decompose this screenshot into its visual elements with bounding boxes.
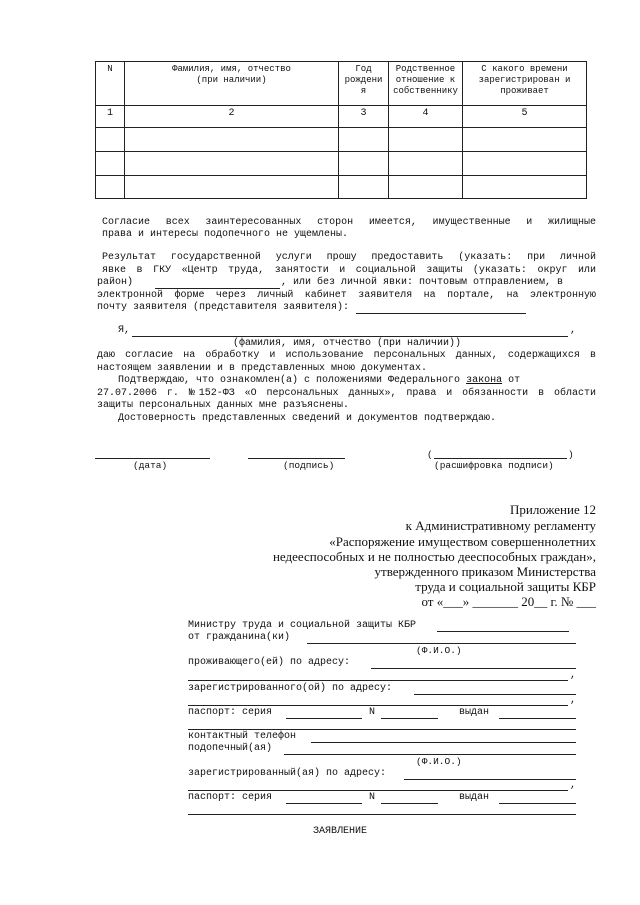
ward-passport-issued-line[interactable] bbox=[499, 803, 576, 804]
registered-field-line[interactable] bbox=[414, 694, 576, 695]
decode-field-line[interactable] bbox=[434, 458, 567, 459]
living-field-line-2[interactable] bbox=[188, 680, 568, 681]
pd-line-5: защиты персональных данных мне разъяснены. bbox=[97, 400, 350, 411]
appendix-line-5: утвержденного приказом Министерства bbox=[374, 564, 596, 579]
fio-caption-1: (Ф.И.О.) bbox=[416, 645, 462, 656]
passport-label: паспорт: серия bbox=[188, 707, 273, 718]
ward-field-line[interactable] bbox=[284, 754, 576, 755]
consent-line-1: Согласие всех заинтересованных сторон имеется, имущественные и жилищные bbox=[102, 217, 596, 228]
decode-close-paren: ) bbox=[568, 449, 574, 460]
result-line-3a: район) bbox=[97, 277, 134, 288]
pd-line-4: 27.07.2006 г. №152-ФЗ «О персональных данных», права и обязанности в области bbox=[97, 387, 596, 399]
living-label: проживающего(ей) по адресу: bbox=[188, 657, 351, 668]
phone-label: контактный телефон bbox=[188, 731, 297, 742]
registered-comma: , bbox=[570, 695, 577, 706]
ward-registered-field-line[interactable] bbox=[404, 779, 576, 780]
pd-line-1: даю согласие на обработку и использование персональных данных, содержащихся в bbox=[97, 350, 596, 361]
header-birth-year: Год рождени я bbox=[339, 62, 389, 106]
header-since: С какого времени зарегистрирован и проживает bbox=[463, 62, 587, 106]
fio-caption-2: (Ф.И.О.) bbox=[416, 756, 462, 767]
ya-comma: , bbox=[570, 325, 577, 336]
appendix-line-2: к Административному регламенту bbox=[405, 518, 596, 533]
result-line-2: явке в ГКУ «Центр труда, занятости и социальной защиты (указать: округ или bbox=[102, 264, 596, 276]
ward-passport-number-line[interactable] bbox=[381, 803, 438, 804]
living-field-line[interactable] bbox=[371, 668, 576, 669]
table-row bbox=[96, 176, 587, 199]
col-number-1: 1 bbox=[96, 106, 125, 128]
ward-registered-comma: , bbox=[570, 780, 577, 791]
appendix-line-4: недееспособных и не полностью дееспособных граждан», bbox=[272, 549, 596, 564]
passport-issued-label: выдан bbox=[459, 707, 490, 718]
header-relation: Родственное отношение к собственнику bbox=[389, 62, 463, 106]
result-line-4: электронной форме через личный кабинет заявителя на портале, на электронную bbox=[97, 289, 596, 301]
registered-label: зарегистрированного(ой) по адресу: bbox=[188, 683, 393, 694]
date-caption: (дата) bbox=[133, 460, 168, 471]
from-field-line[interactable] bbox=[307, 643, 576, 644]
residents-table bbox=[95, 61, 587, 199]
table-row bbox=[96, 128, 587, 152]
federal-law-link[interactable]: закона bbox=[466, 375, 503, 386]
passport-issued-line[interactable] bbox=[499, 718, 576, 719]
applicant-fio-line[interactable] bbox=[132, 336, 568, 337]
pd-line-3: Подтверждаю, что ознакомлен(а) с положениями Федерального закона от bbox=[118, 375, 521, 386]
document-title: ЗАЯВЛЕНИЕ bbox=[313, 826, 368, 837]
table-header-row bbox=[96, 62, 587, 106]
ward-passport-issued-line-2[interactable] bbox=[188, 814, 576, 815]
passport-issued-line-2[interactable] bbox=[188, 729, 576, 730]
email-field-line[interactable] bbox=[356, 313, 526, 314]
ward-label: подопечный(ая) bbox=[188, 743, 273, 754]
appendix-line-1: Приложение 12 bbox=[509, 502, 596, 517]
decode-open-paren: ( bbox=[427, 449, 433, 460]
date-field-line[interactable] bbox=[95, 458, 210, 459]
appendix-line-7: от «___» _______ 20__ г. № ___ bbox=[421, 594, 596, 609]
signature-caption: (подпись) bbox=[283, 460, 335, 471]
header-n: N bbox=[96, 62, 125, 106]
minister-field-line[interactable] bbox=[437, 631, 569, 632]
consent-line-2: права и интересы подопечного не ущемлены. bbox=[102, 229, 349, 240]
appendix-line-6: труда и социальной защиты КБР bbox=[415, 579, 596, 594]
passport-series-line[interactable] bbox=[286, 718, 362, 719]
ward-registered-label: зарегистрированный(ая) по адресу: bbox=[188, 768, 387, 779]
pd-line-6: Достоверность представленных сведений и документов подтверждаю. bbox=[118, 412, 497, 424]
passport-number-label: N bbox=[369, 707, 376, 718]
ward-registered-field-line-2[interactable] bbox=[188, 790, 568, 791]
result-line-1: Результат государственной услуги прошу предоставить (указать: при личной bbox=[102, 252, 596, 263]
ward-passport-series-line[interactable] bbox=[286, 803, 362, 804]
pd-line-2: настоящем заявлении и в представленных мною документах. bbox=[97, 362, 428, 374]
ya-label: Я, bbox=[118, 325, 131, 336]
registered-field-line-2[interactable] bbox=[188, 705, 568, 706]
living-comma: , bbox=[570, 670, 577, 681]
phone-field-line[interactable] bbox=[311, 742, 576, 743]
fio-caption: (фамилия, имя, отчество (при наличии)) bbox=[233, 338, 462, 349]
passport-number-line[interactable] bbox=[381, 718, 438, 719]
ward-passport-number-label: N bbox=[369, 792, 376, 803]
header-fio: Фамилия, имя, отчество (при наличии) bbox=[125, 62, 339, 106]
decode-caption: (расшифровка подписи) bbox=[434, 460, 554, 471]
col-number-3: 3 bbox=[339, 106, 389, 128]
col-number-2: 2 bbox=[125, 106, 339, 128]
col-number-5: 5 bbox=[463, 106, 587, 128]
signature-field-line[interactable] bbox=[248, 458, 345, 459]
result-line-3b: , или без личной явки: почтовым отправлением, в bbox=[281, 277, 564, 288]
minister-label: Министру труда и социальной защиты КБР bbox=[188, 620, 417, 631]
ward-passport-label: паспорт: серия bbox=[188, 792, 273, 803]
result-line-5: почту заявителя (представителя заявителя): bbox=[97, 302, 350, 313]
appendix-line-3: «Распоряжение имуществом совершеннолетних bbox=[329, 534, 596, 549]
table-row bbox=[96, 152, 587, 176]
ward-passport-issued-label: выдан bbox=[459, 792, 490, 803]
from-label: от гражданина(ки) bbox=[188, 632, 291, 643]
col-number-4: 4 bbox=[389, 106, 463, 128]
table-number-row bbox=[96, 106, 587, 128]
